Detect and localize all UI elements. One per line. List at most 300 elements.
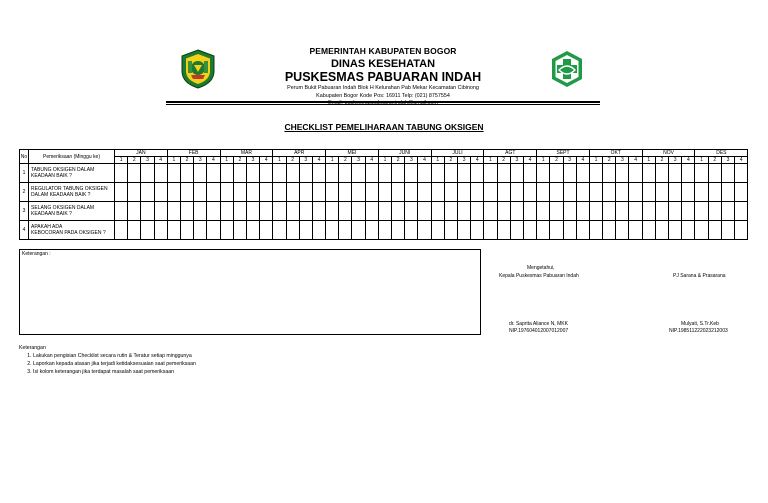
check-cell[interactable] [484,202,497,221]
check-cell[interactable] [207,164,220,183]
check-cell[interactable] [260,221,273,240]
check-cell[interactable] [312,202,325,221]
month-header: MAR [220,150,273,157]
check-cell[interactable] [471,221,484,240]
check-cell[interactable] [141,202,154,221]
check-cell[interactable] [128,183,141,202]
week-header: 2 [655,157,668,164]
inspection-item [29,183,115,202]
check-cell[interactable] [326,164,339,183]
check-cell[interactable] [629,221,642,240]
check-cell[interactable] [537,202,550,221]
check-cell[interactable] [392,202,405,221]
month-header: SEPT [537,150,590,157]
check-cell[interactable] [260,202,273,221]
check-cell[interactable] [233,221,246,240]
inspection-item [29,164,115,183]
month-header: AGT [484,150,537,157]
check-cell[interactable] [629,183,642,202]
check-cell[interactable] [418,164,431,183]
check-cell[interactable] [115,183,128,202]
month-header: APR [273,150,326,157]
week-header: 4 [629,157,642,164]
check-cell[interactable] [312,164,325,183]
week-header: 2 [286,157,299,164]
check-cell[interactable] [392,221,405,240]
week-header: 3 [141,157,154,164]
table-row [20,183,748,202]
check-cell[interactable] [220,202,233,221]
check-cell[interactable] [735,164,748,183]
table-row [20,221,748,240]
check-cell[interactable] [655,183,668,202]
footer-item: 3. Isi kolom keterangan jika terdapat masalah saat pemeriksaan [33,368,196,376]
letterhead-institution: PUSKESMAS PABUARAN INDAH [284,70,482,84]
check-cell[interactable] [339,164,352,183]
check-cell[interactable] [115,202,128,221]
check-cell[interactable] [563,164,576,183]
check-cell[interactable] [721,164,734,183]
right-signatory-role: PJ Sarana & Prasarana [673,273,726,279]
week-header: 2 [444,157,457,164]
check-cell[interactable] [629,202,642,221]
week-header: 1 [115,157,128,164]
week-header: 1 [537,157,550,164]
check-cell[interactable] [167,164,180,183]
check-cell[interactable] [669,183,682,202]
check-cell[interactable] [444,221,457,240]
notes-box[interactable] [19,249,481,335]
check-cell[interactable] [246,221,259,240]
check-cell[interactable] [523,164,536,183]
check-cell[interactable] [682,164,695,183]
check-cell[interactable] [735,183,748,202]
check-cell[interactable] [616,164,629,183]
week-header: 4 [154,157,167,164]
check-cell[interactable] [510,221,523,240]
check-cell[interactable] [405,202,418,221]
week-header: 1 [378,157,391,164]
week-header: 2 [550,157,563,164]
table-row [20,164,748,183]
check-cell[interactable] [550,183,563,202]
week-header: 4 [312,157,325,164]
check-cell[interactable] [207,221,220,240]
footer-item: 2. Laporkan kepada atasan jika terjadi ketidaksesuaian saat pemeriksaan [33,360,196,368]
check-cell[interactable] [695,202,708,221]
check-cell[interactable] [339,183,352,202]
check-cell[interactable] [616,221,629,240]
footer-notes [19,344,196,376]
check-cell[interactable] [457,202,470,221]
check-cell[interactable] [444,183,457,202]
check-cell[interactable] [352,164,365,183]
check-cell[interactable] [444,164,457,183]
week-header: 2 [180,157,193,164]
letterhead-address: Perum Bukit Pabuaran Indah Blok H Kelurahan Pab Mekar Kecamatan Cibinong [287,85,479,91]
check-cell[interactable] [312,183,325,202]
check-cell[interactable] [260,183,273,202]
check-cell[interactable] [167,183,180,202]
check-cell[interactable] [603,164,616,183]
header-item: Pemeriksaan (Minggu ke) [29,150,115,164]
check-cell[interactable] [550,221,563,240]
check-cell[interactable] [405,183,418,202]
row-number: 1 [20,164,29,183]
check-cell[interactable] [589,164,602,183]
check-cell[interactable] [194,221,207,240]
letterhead-postal: Kabupaten Bogor Kode Pos: 16911 Telp: (021) 8757554 [316,92,450,99]
week-header: 2 [339,157,352,164]
check-cell[interactable] [180,202,193,221]
check-cell[interactable] [682,202,695,221]
week-header: 3 [246,157,259,164]
check-cell[interactable] [378,164,391,183]
letterhead-rule-thin [166,104,600,105]
week-header: 4 [365,157,378,164]
check-cell[interactable] [497,221,510,240]
inspection-item-line2: KEBOCORAN PADA OKSIGEN ? [31,230,106,236]
letterhead-agency: DINAS KESEHATAN [330,58,436,70]
check-cell[interactable] [141,183,154,202]
week-header: 3 [669,157,682,164]
check-cell[interactable] [735,221,748,240]
check-cell[interactable] [708,221,721,240]
check-cell[interactable] [220,164,233,183]
check-cell[interactable] [418,183,431,202]
week-header: 1 [326,157,339,164]
check-cell[interactable] [378,221,391,240]
check-cell[interactable] [721,221,734,240]
week-header: 4 [207,157,220,164]
check-cell[interactable] [167,221,180,240]
month-header: NOV [642,150,695,157]
notes-label: Keterangan : [22,251,51,257]
letterhead-rule-thick [166,101,600,103]
check-cell[interactable] [180,164,193,183]
check-cell[interactable] [431,164,444,183]
check-cell[interactable] [616,183,629,202]
week-header: 1 [695,157,708,164]
check-cell[interactable] [326,183,339,202]
check-cell[interactable] [392,183,405,202]
check-cell[interactable] [471,202,484,221]
check-cell[interactable] [207,202,220,221]
check-cell[interactable] [735,202,748,221]
check-cell[interactable] [365,202,378,221]
month-header: MEI [326,150,379,157]
check-cell[interactable] [484,221,497,240]
check-cell[interactable] [233,183,246,202]
check-cell[interactable] [616,202,629,221]
check-cell[interactable] [537,183,550,202]
check-cell[interactable] [378,183,391,202]
check-cell[interactable] [365,164,378,183]
check-cell[interactable] [154,202,167,221]
check-cell[interactable] [484,183,497,202]
check-cell[interactable] [260,164,273,183]
week-header: 4 [682,157,695,164]
table-row [20,202,748,221]
check-cell[interactable] [444,202,457,221]
letterhead [250,46,516,108]
puskesmas-logo-icon [548,50,586,88]
week-header: 3 [352,157,365,164]
check-cell[interactable] [431,221,444,240]
check-cell[interactable] [286,183,299,202]
inspection-item-line1: APAKAH ADA [31,224,63,230]
check-cell[interactable] [299,202,312,221]
check-cell[interactable] [128,221,141,240]
check-cell[interactable] [695,183,708,202]
week-header: 3 [510,157,523,164]
inspection-item-line1: SELANG OKSIGEN DALAM [31,205,95,211]
check-cell[interactable] [642,202,655,221]
check-cell[interactable] [603,202,616,221]
check-cell[interactable] [352,221,365,240]
right-signatory-nip: NIP.198511222023212003 [669,328,728,334]
check-cell[interactable] [642,221,655,240]
check-cell[interactable] [352,202,365,221]
check-cell[interactable] [365,221,378,240]
check-cell[interactable] [682,221,695,240]
week-header: 4 [523,157,536,164]
check-cell[interactable] [392,164,405,183]
kabupaten-bogor-emblem-icon [180,49,216,89]
week-header: 1 [167,157,180,164]
left-signatory-nip: NIP.197604012007012007 [509,328,569,334]
inspection-item-line1: TABUNG OKSIGEN DALAM [31,167,95,173]
check-cell[interactable] [273,202,286,221]
check-cell[interactable] [708,202,721,221]
week-header: 2 [233,157,246,164]
check-cell[interactable] [128,202,141,221]
week-header: 1 [642,157,655,164]
check-cell[interactable] [484,164,497,183]
check-cell[interactable] [497,202,510,221]
check-cell[interactable] [286,221,299,240]
check-cell[interactable] [655,202,668,221]
check-cell[interactable] [629,164,642,183]
check-cell[interactable] [167,202,180,221]
right-signatory-name: Mulyati, S.Tr.Keb [681,321,719,327]
check-cell[interactable] [141,221,154,240]
check-cell[interactable] [655,164,668,183]
check-cell[interactable] [273,221,286,240]
check-cell[interactable] [299,183,312,202]
check-cell[interactable] [154,164,167,183]
check-cell[interactable] [246,183,259,202]
check-cell[interactable] [233,164,246,183]
check-cell[interactable] [273,164,286,183]
check-cell[interactable] [418,202,431,221]
check-cell[interactable] [194,164,207,183]
check-cell[interactable] [154,183,167,202]
inspection-item-line2: KEADAAN BAIK ? [31,173,72,179]
check-cell[interactable] [180,183,193,202]
check-cell[interactable] [669,164,682,183]
check-cell[interactable] [708,164,721,183]
check-cell[interactable] [537,221,550,240]
check-cell[interactable] [695,164,708,183]
check-cell[interactable] [299,164,312,183]
check-cell[interactable] [655,221,668,240]
month-header: JAN [115,150,168,157]
footer-item: 1. Lakukan pengisian Checklist secara rutin & Teratur setiap minggunya [33,352,196,360]
check-cell[interactable] [431,183,444,202]
row-number: 4 [20,221,29,240]
month-header: JULI [431,150,484,157]
check-cell[interactable] [286,164,299,183]
check-cell[interactable] [523,221,536,240]
check-cell[interactable] [682,183,695,202]
check-cell[interactable] [326,221,339,240]
week-header: 2 [392,157,405,164]
check-cell[interactable] [233,202,246,221]
check-cell[interactable] [286,202,299,221]
check-cell[interactable] [589,221,602,240]
week-header: 4 [576,157,589,164]
check-cell[interactable] [273,183,286,202]
check-cell[interactable] [220,221,233,240]
check-cell[interactable] [115,221,128,240]
week-header: 4 [418,157,431,164]
check-cell[interactable] [576,183,589,202]
letterhead-government: PEMERINTAH KABUPATEN BOGOR [309,46,457,56]
check-cell[interactable] [510,164,523,183]
check-cell[interactable] [576,202,589,221]
checklist-table [19,149,748,240]
check-cell[interactable] [497,164,510,183]
check-cell[interactable] [326,202,339,221]
inspection-item-line1: REGULATOR TABUNG OKSIGEN [31,186,108,192]
week-header: 1 [273,157,286,164]
week-header: 3 [457,157,470,164]
week-header: 1 [220,157,233,164]
week-header: 3 [721,157,734,164]
check-cell[interactable] [352,183,365,202]
check-cell[interactable] [180,221,193,240]
header-no: No [20,150,29,164]
left-signatory-role: Kepala Puskesmas Pabuaran Indah [499,273,579,279]
check-cell[interactable] [603,183,616,202]
inspection-item [29,221,115,240]
check-cell[interactable] [497,183,510,202]
check-cell[interactable] [669,221,682,240]
week-header: 3 [405,157,418,164]
check-cell[interactable] [642,164,655,183]
week-header: 4 [735,157,748,164]
left-signatory-name: dr. Saprita Aliance N, MKK [509,321,568,327]
check-cell[interactable] [471,183,484,202]
inspection-item-line2: KEADAAN BAIK ? [31,211,72,217]
check-cell[interactable] [457,164,470,183]
check-cell[interactable] [550,202,563,221]
check-cell[interactable] [457,221,470,240]
check-cell[interactable] [431,202,444,221]
inspection-item-line2: DALAM KEADAAN BAIK ? [31,192,91,198]
check-cell[interactable] [246,164,259,183]
check-cell[interactable] [576,221,589,240]
check-cell[interactable] [708,183,721,202]
week-header: 3 [563,157,576,164]
check-cell[interactable] [405,221,418,240]
acknowledged-text: Mengetahui, [527,265,555,271]
week-header: 2 [128,157,141,164]
check-cell[interactable] [418,221,431,240]
check-cell[interactable] [563,202,576,221]
check-cell[interactable] [669,202,682,221]
week-header: 1 [484,157,497,164]
document-title: CHECKLIST PEMELIHARAAN TABUNG OKSIGEN [284,122,484,132]
check-cell[interactable] [339,202,352,221]
check-cell[interactable] [563,183,576,202]
check-cell[interactable] [523,202,536,221]
check-cell[interactable] [246,202,259,221]
check-cell[interactable] [207,183,220,202]
month-header: JUNI [378,150,431,157]
check-cell[interactable] [115,164,128,183]
check-cell[interactable] [365,183,378,202]
week-header: 2 [603,157,616,164]
check-cell[interactable] [695,221,708,240]
month-header: DES [695,150,748,157]
check-cell[interactable] [194,183,207,202]
check-cell[interactable] [550,164,563,183]
inspection-item [29,202,115,221]
check-cell[interactable] [405,164,418,183]
week-header: 4 [471,157,484,164]
row-number: 2 [20,183,29,202]
check-cell[interactable] [510,183,523,202]
check-cell[interactable] [339,221,352,240]
week-header: 3 [299,157,312,164]
week-header: 1 [589,157,602,164]
footer-list [19,352,196,376]
check-cell[interactable] [523,183,536,202]
check-cell[interactable] [378,202,391,221]
check-cell[interactable] [220,183,233,202]
check-cell[interactable] [510,202,523,221]
check-cell[interactable] [312,221,325,240]
check-cell[interactable] [299,221,312,240]
check-cell[interactable] [642,183,655,202]
check-cell[interactable] [603,221,616,240]
month-header: OKT [589,150,642,157]
check-cell[interactable] [563,221,576,240]
check-cell[interactable] [576,164,589,183]
footer-heading: Keterangan [19,345,46,351]
check-cell[interactable] [589,202,602,221]
check-cell[interactable] [721,202,734,221]
check-cell[interactable] [589,183,602,202]
month-header: FEB [167,150,220,157]
check-cell[interactable] [457,183,470,202]
week-header: 1 [431,157,444,164]
check-cell[interactable] [537,164,550,183]
row-number: 3 [20,202,29,221]
check-cell[interactable] [721,183,734,202]
check-cell[interactable] [154,221,167,240]
check-cell[interactable] [128,164,141,183]
week-header: 3 [616,157,629,164]
week-header: 4 [260,157,273,164]
check-cell[interactable] [471,164,484,183]
week-header: 2 [497,157,510,164]
check-cell[interactable] [141,164,154,183]
week-header: 3 [194,157,207,164]
check-cell[interactable] [194,202,207,221]
